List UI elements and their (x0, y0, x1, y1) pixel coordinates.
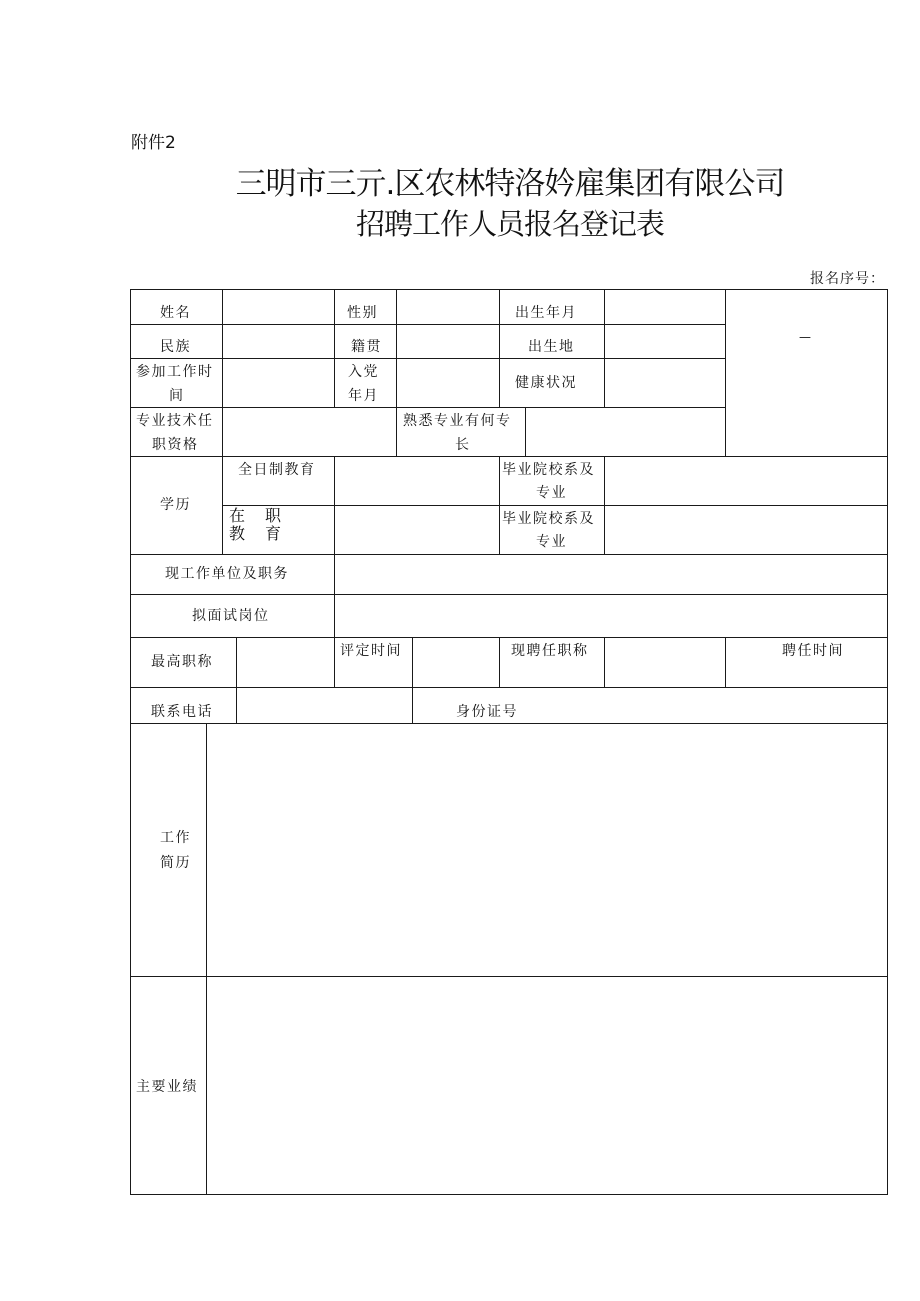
label-top-title: 最高职称 (151, 654, 213, 670)
grid-line (130, 324, 725, 325)
label-work-start-line2: 间 (169, 388, 185, 404)
photo-placeholder-mark: — (799, 330, 811, 344)
label-grad-school-2-line2: 专业 (536, 534, 567, 550)
grid-line (334, 554, 335, 638)
label-interview-position: 拟面试岗位 (192, 608, 270, 624)
grid-line (130, 554, 888, 555)
label-name: 姓名 (160, 305, 191, 321)
label-phone: 联系电话 (151, 704, 213, 720)
attachment-label: 附件2 (131, 133, 176, 153)
grid-line (334, 637, 335, 688)
label-party-join-line2: 年月 (348, 388, 379, 404)
grid-line (499, 637, 500, 688)
label-eval-time: 评定时间 (340, 643, 402, 659)
label-grad-school-1-line2: 专业 (536, 485, 567, 501)
label-birth-date: 出生年月 (515, 305, 577, 321)
label-work-start-line1: 参加工作时 (136, 364, 214, 380)
label-tech-title-line1: 专业技术任 (136, 413, 214, 429)
label-achievements: 主要业绩 (136, 1079, 198, 1095)
grid-line (130, 358, 725, 359)
grid-line (604, 289, 605, 408)
grid-line (130, 407, 725, 408)
label-gender: 性别 (347, 305, 378, 321)
grid-line (396, 289, 397, 457)
grid-line (222, 456, 223, 555)
label-party-join-line1: 入党 (348, 364, 379, 380)
grid-line (130, 687, 888, 688)
label-inservice-line1: 在 职 (229, 506, 284, 525)
grid-line (236, 637, 237, 724)
label-education: 学历 (160, 497, 191, 513)
form-title-line1: 三明市三亓.区农林特洛妗雇集团有限公司 (235, 166, 785, 202)
grid-line (130, 289, 888, 290)
grid-line (130, 289, 131, 1195)
form-title-line2: 招聘工作人员报名登记表 (355, 207, 664, 241)
grid-line (334, 289, 335, 408)
grid-line (334, 456, 335, 555)
label-grad-school-1-line1: 毕业院校系及 (502, 462, 595, 478)
label-resume-line1: 工作 (160, 830, 191, 846)
label-current-unit: 现工作单位及职务 (165, 566, 289, 582)
label-current-title: 现聘任职称 (511, 643, 589, 659)
grid-line (525, 407, 526, 457)
grid-line (222, 289, 223, 457)
grid-line (412, 637, 413, 724)
label-ethnicity: 民族 (160, 339, 191, 355)
grid-line (604, 456, 605, 555)
label-native-place: 籍贯 (351, 339, 382, 355)
label-resume-line2: 简历 (160, 855, 191, 871)
label-specialty-line1: 熟悉专业有何专 (403, 413, 512, 429)
grid-line (130, 723, 888, 724)
label-id-number: 身份证号 (456, 704, 518, 720)
label-birthplace: 出生地 (528, 339, 575, 355)
label-grad-school-2-line1: 毕业院校系及 (502, 511, 595, 527)
grid-line (130, 1194, 888, 1195)
grid-line (222, 505, 888, 506)
grid-line (725, 289, 726, 457)
grid-line (499, 456, 500, 555)
label-inservice-line2: 教 育 (229, 524, 284, 543)
label-tech-title-line2: 职资格 (152, 437, 199, 453)
registration-number-label: 报名序号： (810, 271, 885, 287)
label-specialty-line2: 长 (455, 437, 471, 453)
grid-line (130, 456, 888, 457)
grid-line (130, 594, 888, 595)
grid-line (130, 976, 888, 977)
label-health: 健康状况 (515, 375, 577, 391)
label-fulltime-education: 全日制教育 (238, 462, 316, 478)
grid-line (725, 637, 726, 688)
grid-line (206, 723, 207, 1195)
grid-line (887, 289, 888, 1195)
grid-line (499, 289, 500, 408)
label-hire-time: 聘任时间 (782, 643, 844, 659)
grid-line (130, 637, 888, 638)
grid-line (604, 637, 605, 688)
